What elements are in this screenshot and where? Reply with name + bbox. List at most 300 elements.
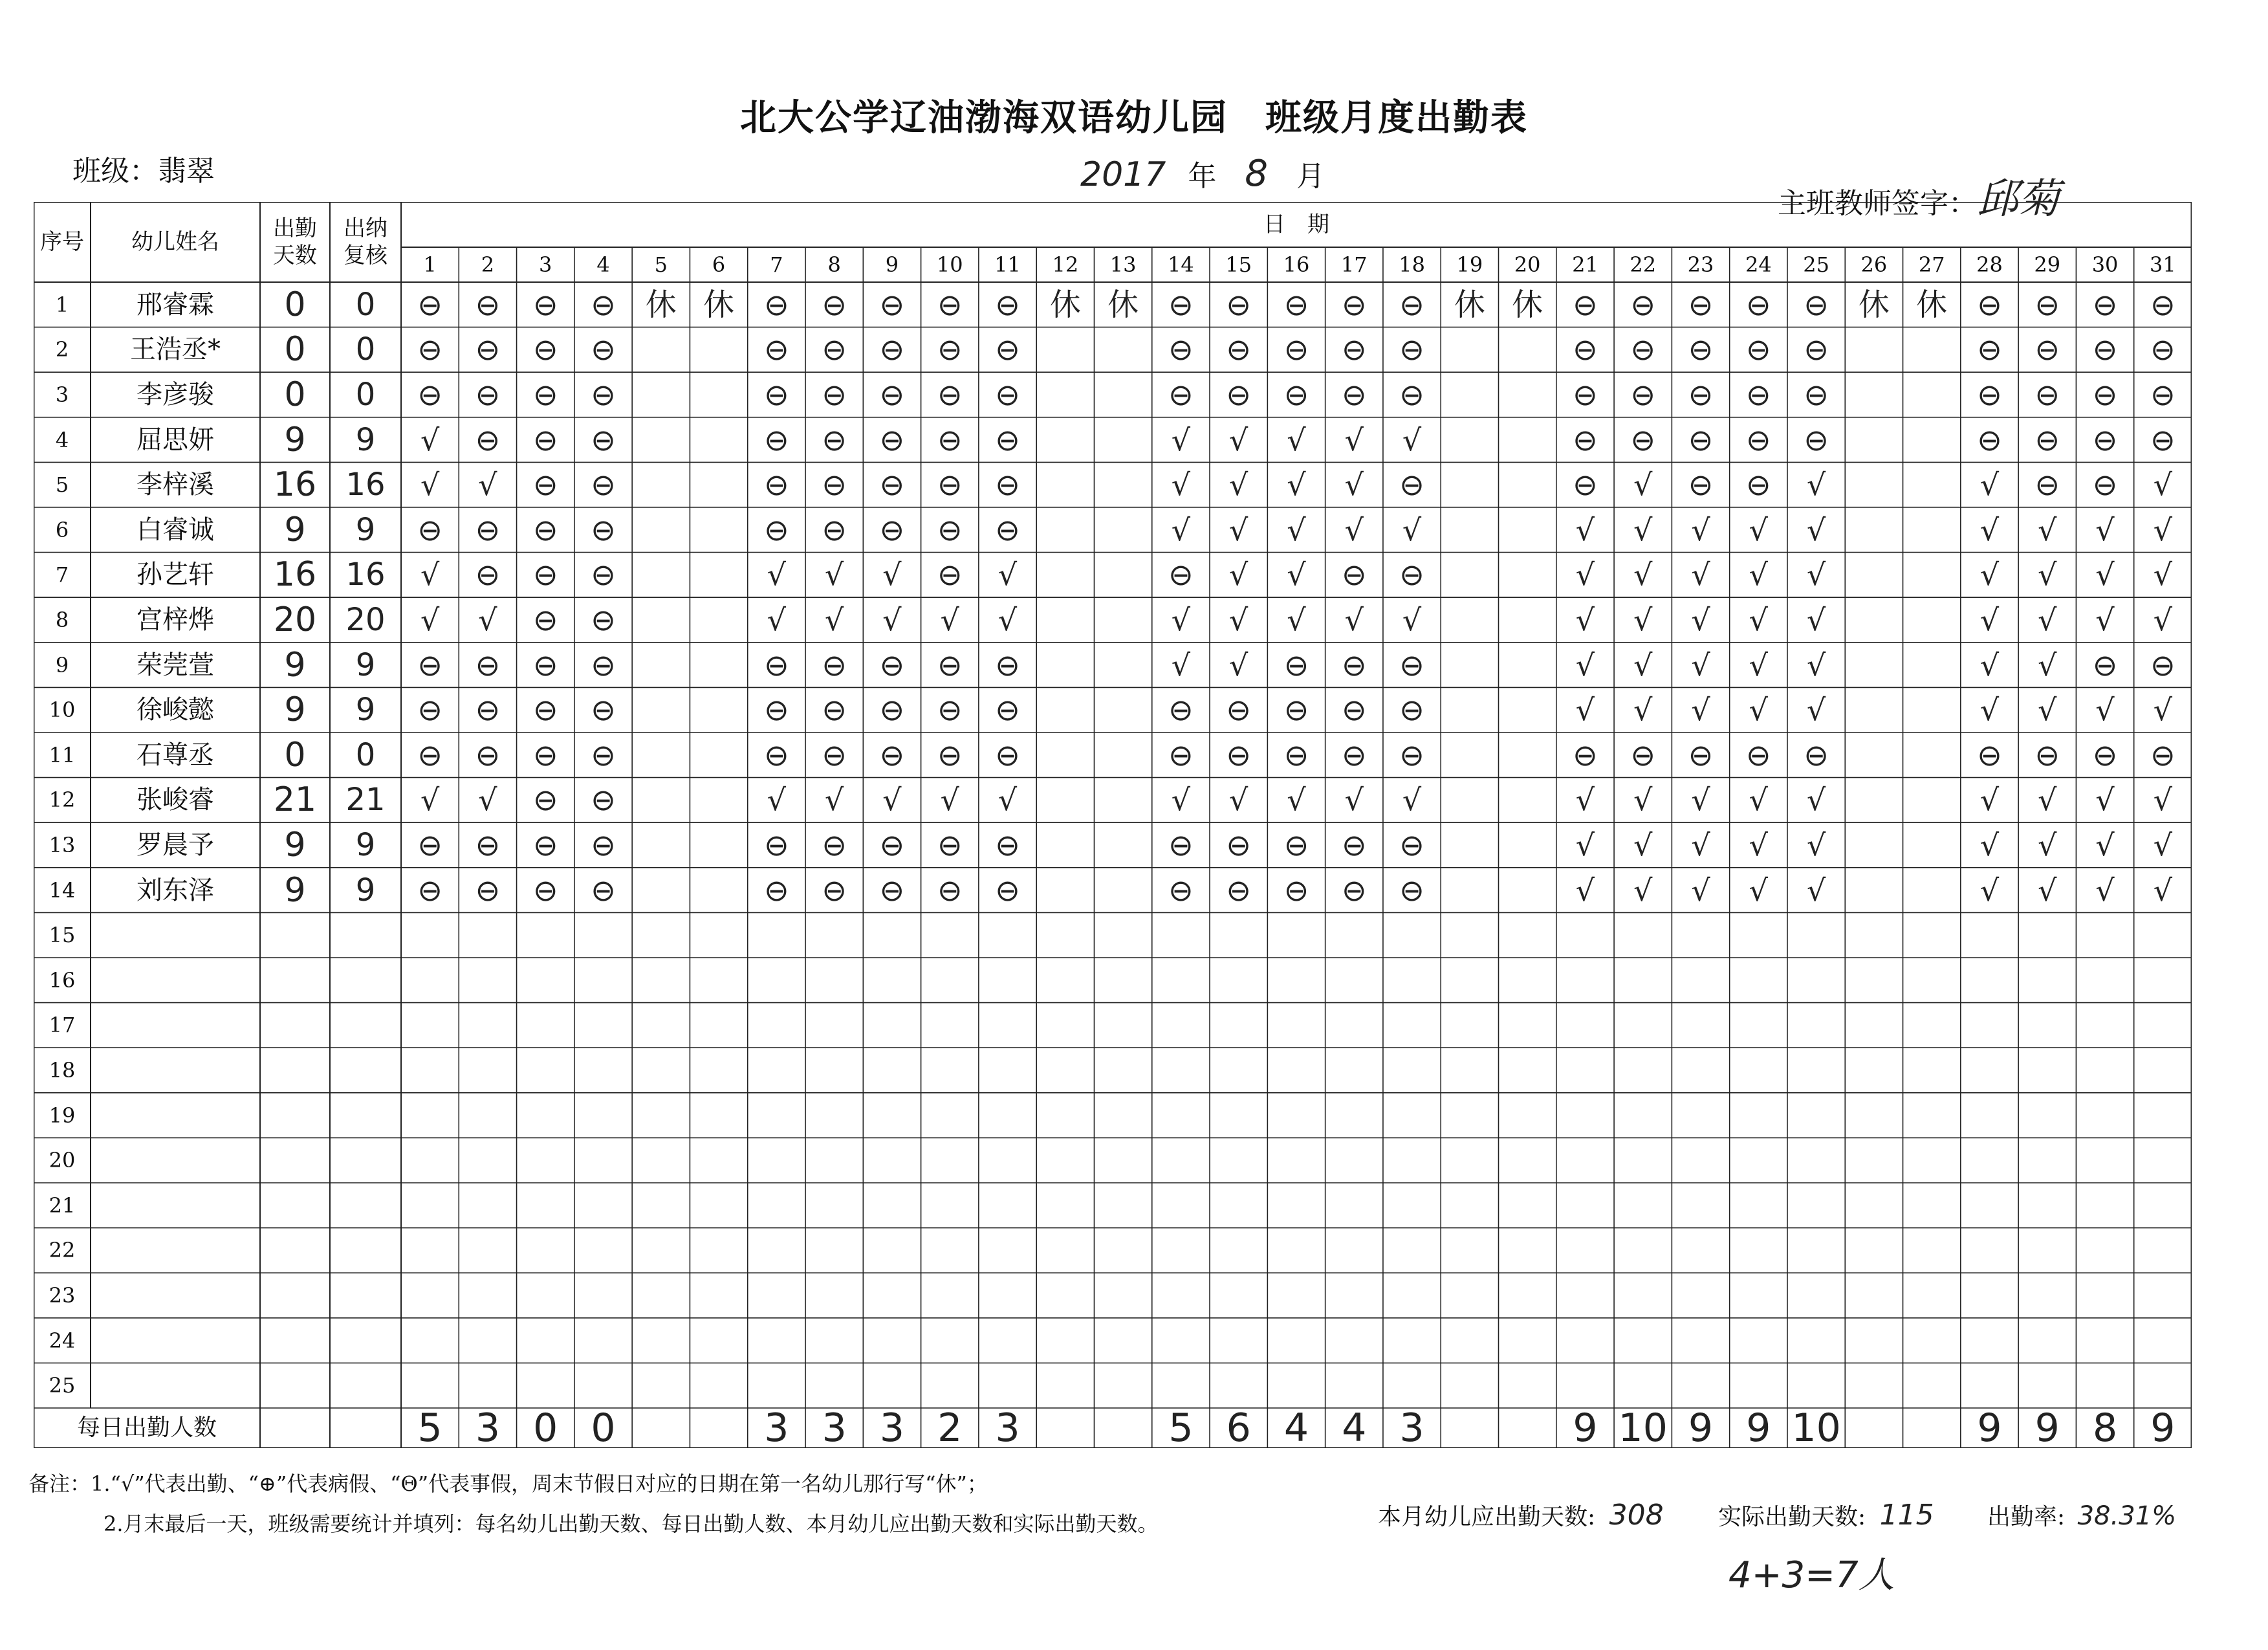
leave-mark: ⊖ xyxy=(2092,737,2118,773)
class-field xyxy=(72,148,215,189)
expected-value: 308 xyxy=(1609,1499,1664,1532)
review-days-value: 21 xyxy=(345,782,386,819)
present-check-mark: √ xyxy=(825,602,844,637)
leave-mark: ⊖ xyxy=(417,827,442,863)
class-name: 翡翠 xyxy=(158,155,215,188)
leave-mark: ⊖ xyxy=(1630,737,1655,773)
present-check-mark: √ xyxy=(1287,557,1306,593)
present-check-mark: √ xyxy=(882,782,902,818)
present-check-mark: √ xyxy=(420,467,440,503)
leave-mark: ⊖ xyxy=(764,692,789,728)
present-check-mark: √ xyxy=(998,782,1018,818)
present-check-mark: √ xyxy=(420,602,440,637)
leave-mark: ⊖ xyxy=(2034,422,2060,457)
leave-mark: ⊖ xyxy=(1399,287,1424,322)
leave-mark: ⊖ xyxy=(937,467,963,503)
leave-mark: ⊖ xyxy=(879,467,905,503)
leave-mark: ⊖ xyxy=(1977,737,2002,773)
row-number: 19 xyxy=(49,1103,76,1128)
present-check-mark: √ xyxy=(2153,602,2172,637)
leave-mark: ⊖ xyxy=(1283,872,1309,908)
leave-mark: ⊖ xyxy=(764,332,789,368)
review-days-value xyxy=(330,958,401,1003)
present-check-mark: √ xyxy=(1344,467,1364,503)
header-day-6: 6 xyxy=(712,252,726,277)
leave-mark: ⊖ xyxy=(2150,422,2175,457)
present-check-mark: √ xyxy=(825,782,844,818)
present-check-mark: √ xyxy=(767,782,787,818)
leave-mark: ⊖ xyxy=(1688,377,1714,412)
leave-mark: ⊖ xyxy=(1399,827,1424,863)
actual-label: 实际出勤天数: xyxy=(1718,1504,1866,1530)
leave-mark: ⊖ xyxy=(937,737,963,773)
leave-mark: ⊖ xyxy=(532,287,558,322)
leave-mark: ⊖ xyxy=(995,422,1020,457)
rest-day-mark: 休 xyxy=(703,286,735,323)
daily-count-value: 3 xyxy=(879,1405,905,1451)
present-check-mark: √ xyxy=(998,557,1018,593)
present-check-mark: √ xyxy=(1229,602,1248,637)
leave-mark: ⊖ xyxy=(417,332,442,368)
row-number: 16 xyxy=(49,967,76,993)
leave-mark: ⊖ xyxy=(475,512,501,547)
attend-days-value: 9 xyxy=(284,645,306,685)
child-name xyxy=(91,1318,260,1363)
present-check-mark: √ xyxy=(2095,602,2115,637)
present-check-mark: √ xyxy=(1229,467,1248,503)
leave-mark: ⊖ xyxy=(532,377,558,412)
child-name xyxy=(91,1273,260,1318)
leave-mark: ⊖ xyxy=(591,557,616,593)
child-name: 刘东泽 xyxy=(136,875,214,905)
present-check-mark: √ xyxy=(1749,602,1768,637)
leave-mark: ⊖ xyxy=(995,692,1020,728)
present-check-mark: √ xyxy=(2038,512,2057,547)
leave-mark: ⊖ xyxy=(1226,872,1251,908)
header-day-29: 29 xyxy=(2034,252,2061,277)
row-number: 10 xyxy=(49,698,76,723)
rate-label: 出勤率: xyxy=(1987,1504,2066,1530)
attend-days-value xyxy=(260,1228,330,1273)
daily-count-value: 9 xyxy=(1573,1405,1598,1451)
leave-mark: ⊖ xyxy=(1630,332,1655,368)
review-days-value xyxy=(330,1003,401,1048)
present-check-mark: √ xyxy=(1344,602,1364,637)
present-check-mark: √ xyxy=(1979,692,2000,728)
present-check-mark: √ xyxy=(478,467,497,503)
present-check-mark: √ xyxy=(1691,512,1710,547)
leave-mark: ⊖ xyxy=(475,422,501,457)
attend-days-value xyxy=(260,1138,330,1183)
present-check-mark: √ xyxy=(2095,782,2115,818)
row-number: 24 xyxy=(49,1328,76,1353)
leave-mark: ⊖ xyxy=(1399,332,1424,368)
leave-mark: ⊖ xyxy=(591,467,616,503)
leave-mark: ⊖ xyxy=(822,737,847,773)
leave-mark: ⊖ xyxy=(2092,647,2118,683)
header-day-19: 19 xyxy=(1456,252,1483,277)
present-check-mark: √ xyxy=(1171,647,1191,683)
present-check-mark: √ xyxy=(1633,602,1653,637)
review-days-value: 20 xyxy=(345,601,386,638)
leave-mark: ⊖ xyxy=(591,782,616,818)
month-unit: 月 xyxy=(1296,160,1325,193)
leave-mark: ⊖ xyxy=(1226,287,1251,322)
leave-mark: ⊖ xyxy=(2150,377,2175,412)
leave-mark: ⊖ xyxy=(1168,332,1194,368)
present-check-mark: √ xyxy=(1633,647,1653,683)
leave-mark: ⊖ xyxy=(1688,287,1714,322)
present-check-mark: √ xyxy=(1691,827,1710,863)
row-number: 7 xyxy=(55,562,69,588)
review-days-value: 9 xyxy=(355,646,376,683)
leave-mark: ⊖ xyxy=(591,422,616,457)
daily-count-value: 9 xyxy=(2034,1405,2060,1451)
daily-count-value: 9 xyxy=(1746,1405,1771,1451)
row-number: 6 xyxy=(55,517,69,542)
row-number: 25 xyxy=(49,1373,76,1398)
present-check-mark: √ xyxy=(1575,602,1595,637)
daily-count-value: 10 xyxy=(1618,1405,1668,1451)
leave-mark: ⊖ xyxy=(1746,467,1771,503)
present-check-mark: √ xyxy=(1749,827,1768,863)
leave-mark: ⊖ xyxy=(1688,737,1714,773)
leave-mark: ⊖ xyxy=(1342,377,1367,412)
leave-mark: ⊖ xyxy=(1804,332,1829,368)
leave-mark: ⊖ xyxy=(475,332,501,368)
header-day-10: 10 xyxy=(936,252,963,277)
leave-mark: ⊖ xyxy=(879,647,905,683)
leave-mark: ⊖ xyxy=(475,557,501,593)
leave-mark: ⊖ xyxy=(532,602,558,637)
leave-mark: ⊖ xyxy=(995,737,1020,773)
present-check-mark: √ xyxy=(1979,512,2000,547)
attend-days-value: 9 xyxy=(284,825,306,864)
present-check-mark: √ xyxy=(1575,692,1595,728)
daily-count-value: 9 xyxy=(1977,1405,2002,1451)
present-check-mark: √ xyxy=(1691,782,1710,818)
leave-mark: ⊖ xyxy=(591,512,616,547)
present-check-mark: √ xyxy=(478,602,497,637)
attend-days-value: 16 xyxy=(273,555,317,595)
daily-count-value: 6 xyxy=(1226,1405,1251,1451)
daily-count-value: 9 xyxy=(2150,1405,2175,1451)
review-days-value xyxy=(330,1138,401,1183)
present-check-mark: √ xyxy=(1633,692,1653,728)
summary-actual xyxy=(1718,1499,1934,1532)
leave-mark: ⊖ xyxy=(475,647,501,683)
present-check-mark: √ xyxy=(1691,557,1710,593)
leave-mark: ⊖ xyxy=(1746,332,1771,368)
leave-mark: ⊖ xyxy=(417,692,442,728)
leave-mark: ⊖ xyxy=(532,737,558,773)
present-check-mark: √ xyxy=(1749,872,1768,908)
present-check-mark: √ xyxy=(1749,512,1768,547)
child-name: 宫梓烨 xyxy=(136,604,214,635)
review-days-value: 16 xyxy=(345,556,386,593)
leave-mark: ⊖ xyxy=(475,692,501,728)
header-review: 出纳 复核 xyxy=(343,215,387,269)
present-check-mark: √ xyxy=(2153,512,2172,547)
header-day-1: 1 xyxy=(423,252,437,277)
leave-mark: ⊖ xyxy=(822,332,847,368)
header-day-11: 11 xyxy=(994,252,1021,277)
leave-mark: ⊖ xyxy=(822,422,847,457)
header-day-12: 12 xyxy=(1052,252,1079,277)
present-check-mark: √ xyxy=(2038,692,2057,728)
attend-days-value: 0 xyxy=(284,375,306,414)
row-number: 2 xyxy=(55,337,69,362)
leave-mark: ⊖ xyxy=(2034,467,2060,503)
leave-mark: ⊖ xyxy=(591,287,616,322)
review-days-value: 9 xyxy=(355,511,376,548)
leave-mark: ⊖ xyxy=(1342,737,1367,773)
present-check-mark: √ xyxy=(1575,827,1595,863)
leave-mark: ⊖ xyxy=(1746,377,1771,412)
leave-mark: ⊖ xyxy=(1804,377,1829,412)
leave-mark: ⊖ xyxy=(2092,422,2118,457)
leave-mark: ⊖ xyxy=(532,647,558,683)
year-unit: 年 xyxy=(1188,160,1217,193)
leave-mark: ⊖ xyxy=(1342,692,1367,728)
child-name: 张峻睿 xyxy=(136,785,214,815)
present-check-mark: √ xyxy=(882,557,902,593)
header-day-7: 7 xyxy=(770,252,783,277)
leave-mark: ⊖ xyxy=(764,422,789,457)
leave-mark: ⊖ xyxy=(1342,827,1367,863)
present-check-mark: √ xyxy=(1402,782,1422,818)
child-name xyxy=(91,1363,260,1408)
present-check-mark: √ xyxy=(2038,782,2057,818)
present-check-mark: √ xyxy=(1691,692,1710,728)
present-check-mark: √ xyxy=(1979,872,2000,908)
leave-mark: ⊖ xyxy=(1283,827,1309,863)
attend-days-value: 0 xyxy=(284,330,306,369)
leave-mark: ⊖ xyxy=(995,872,1020,908)
leave-mark: ⊖ xyxy=(532,332,558,368)
leave-mark: ⊖ xyxy=(2034,287,2060,322)
daily-count-value: 5 xyxy=(417,1405,442,1451)
daily-count-value: 0 xyxy=(591,1405,616,1451)
present-check-mark: √ xyxy=(1979,647,2000,683)
leave-mark: ⊖ xyxy=(591,647,616,683)
attend-days-value xyxy=(260,1273,330,1318)
leave-mark: ⊖ xyxy=(1342,557,1367,593)
leave-mark: ⊖ xyxy=(2150,647,2175,683)
daily-count-value: 4 xyxy=(1342,1405,1367,1451)
leave-mark: ⊖ xyxy=(591,692,616,728)
present-check-mark: √ xyxy=(1633,512,1653,547)
present-check-mark: √ xyxy=(1806,512,1826,547)
leave-mark: ⊖ xyxy=(1168,692,1194,728)
present-check-mark: √ xyxy=(1575,647,1595,683)
leave-mark: ⊖ xyxy=(764,512,789,547)
review-days-value: 9 xyxy=(355,692,376,729)
header-day-5: 5 xyxy=(654,252,668,277)
present-check-mark: √ xyxy=(1171,782,1191,818)
present-check-mark: √ xyxy=(1749,692,1768,728)
leave-mark: ⊖ xyxy=(1399,647,1424,683)
present-check-mark: √ xyxy=(420,782,440,818)
child-name xyxy=(91,958,260,1003)
leave-mark: ⊖ xyxy=(1804,737,1829,773)
present-check-mark: √ xyxy=(1171,512,1191,547)
rate-value: 38.31% xyxy=(2077,1501,2177,1531)
header-attend-days: 出勤 天数 xyxy=(273,215,317,269)
leave-mark: ⊖ xyxy=(879,512,905,547)
attend-days-value: 9 xyxy=(284,870,306,910)
leave-mark: ⊖ xyxy=(1399,872,1424,908)
leave-mark: ⊖ xyxy=(1688,422,1714,457)
leave-mark: ⊖ xyxy=(2150,332,2175,368)
row-number: 13 xyxy=(49,832,76,857)
daily-count-value: 5 xyxy=(1168,1405,1194,1451)
leave-mark: ⊖ xyxy=(1168,377,1194,412)
header-day-17: 17 xyxy=(1340,252,1368,277)
present-check-mark: √ xyxy=(1287,782,1306,818)
leave-mark: ⊖ xyxy=(591,827,616,863)
attend-days-value xyxy=(260,1363,330,1408)
class-label: 班级： xyxy=(72,155,158,188)
child-name xyxy=(91,1138,260,1183)
leave-mark: ⊖ xyxy=(1573,467,1598,503)
present-check-mark: √ xyxy=(1575,557,1595,593)
leave-mark: ⊖ xyxy=(591,602,616,637)
present-check-mark: √ xyxy=(1344,422,1364,457)
attend-days-value: 0 xyxy=(284,735,306,775)
leave-mark: ⊖ xyxy=(417,737,442,773)
attend-days-value: 9 xyxy=(284,420,306,459)
present-check-mark: √ xyxy=(940,602,959,637)
row-number: 20 xyxy=(49,1148,76,1173)
leave-mark: ⊖ xyxy=(1342,287,1367,322)
leave-mark: ⊖ xyxy=(1977,332,2002,368)
present-check-mark: √ xyxy=(1229,512,1248,547)
summary-expected xyxy=(1378,1499,1664,1532)
leave-mark: ⊖ xyxy=(1573,737,1598,773)
year-month xyxy=(1080,153,1325,195)
header-day-26: 26 xyxy=(1860,252,1888,277)
leave-mark: ⊖ xyxy=(1977,287,2002,322)
leave-mark: ⊖ xyxy=(1630,422,1655,457)
leave-mark: ⊖ xyxy=(1399,692,1424,728)
present-check-mark: √ xyxy=(1287,602,1306,637)
leave-mark: ⊖ xyxy=(2092,467,2118,503)
daily-count-label: 每日出勤人数 xyxy=(76,1414,217,1441)
leave-mark: ⊖ xyxy=(879,872,905,908)
present-check-mark: √ xyxy=(1287,467,1306,503)
present-check-mark: √ xyxy=(2038,827,2057,863)
daily-count-value: 3 xyxy=(475,1405,501,1451)
review-days-value: 16 xyxy=(345,467,386,503)
leave-mark: ⊖ xyxy=(417,512,442,547)
review-days-value xyxy=(330,1363,401,1408)
leave-mark: ⊖ xyxy=(1573,377,1598,412)
review-days-value: 0 xyxy=(355,736,376,773)
leave-mark: ⊖ xyxy=(1399,467,1424,503)
summary-rate xyxy=(1987,1499,2176,1532)
leave-mark: ⊖ xyxy=(2092,287,2118,322)
header-day-21: 21 xyxy=(1572,252,1598,277)
note-line-2: 2.月末最后一天，班级需要统计并填列：每名幼儿出勤天数、每日出勤人数、本月幼儿应出勤天数和实际出勤天数。 xyxy=(104,1512,1159,1536)
present-check-mark: √ xyxy=(2038,872,2057,908)
row-number: 15 xyxy=(49,923,76,948)
leave-mark: ⊖ xyxy=(764,827,789,863)
rest-day-mark: 休 xyxy=(1858,286,1890,323)
leave-mark: ⊖ xyxy=(1226,377,1251,412)
child-name: 李彦骏 xyxy=(136,379,214,410)
leave-mark: ⊖ xyxy=(822,692,847,728)
leave-mark: ⊖ xyxy=(1399,377,1424,412)
leave-mark: ⊖ xyxy=(1226,692,1251,728)
present-check-mark: √ xyxy=(2153,557,2172,593)
rest-day-mark: 休 xyxy=(1107,286,1139,323)
leave-mark: ⊖ xyxy=(475,377,501,412)
present-check-mark: √ xyxy=(998,602,1018,637)
present-check-mark: √ xyxy=(1575,512,1595,547)
present-check-mark: √ xyxy=(1402,422,1422,457)
present-check-mark: √ xyxy=(1229,782,1248,818)
leave-mark: ⊖ xyxy=(1226,332,1251,368)
leave-mark: ⊖ xyxy=(1804,422,1829,457)
review-days-value xyxy=(330,912,401,958)
present-check-mark: √ xyxy=(1749,557,1768,593)
leave-mark: ⊖ xyxy=(417,287,442,322)
leave-mark: ⊖ xyxy=(937,872,963,908)
leave-mark: ⊖ xyxy=(1283,647,1309,683)
leave-mark: ⊖ xyxy=(822,467,847,503)
leave-mark: ⊖ xyxy=(417,377,442,412)
leave-mark: ⊖ xyxy=(2150,737,2175,773)
present-check-mark: √ xyxy=(1633,557,1653,593)
actual-value: 115 xyxy=(1879,1499,1934,1532)
leave-mark: ⊖ xyxy=(1283,377,1309,412)
leave-mark: ⊖ xyxy=(995,287,1020,322)
present-check-mark: √ xyxy=(1806,872,1826,908)
header-day-8: 8 xyxy=(827,252,841,277)
child-name xyxy=(91,1183,260,1228)
leave-mark: ⊖ xyxy=(822,827,847,863)
leave-mark: ⊖ xyxy=(1688,332,1714,368)
child-name: 石尊丞 xyxy=(136,740,214,770)
row-number: 23 xyxy=(49,1282,76,1308)
note-line-1: 备注：1.“√”代表出勤、“⊕”代表病假、“Θ”代表事假，周末节假日对应的日期在第一名幼儿那行写“休”； xyxy=(28,1471,988,1496)
leave-mark: ⊖ xyxy=(937,827,963,863)
leave-mark: ⊖ xyxy=(995,827,1020,863)
rest-day-mark: 休 xyxy=(1916,286,1948,323)
leave-mark: ⊖ xyxy=(879,287,905,322)
leave-mark: ⊖ xyxy=(532,872,558,908)
leave-mark: ⊖ xyxy=(822,512,847,547)
header-date: 日 期 xyxy=(1263,211,1329,237)
present-check-mark: √ xyxy=(1171,422,1191,457)
present-check-mark: √ xyxy=(420,422,440,457)
leave-mark: ⊖ xyxy=(764,647,789,683)
leave-mark: ⊖ xyxy=(475,737,501,773)
leave-mark: ⊖ xyxy=(1746,287,1771,322)
rest-day-mark: 休 xyxy=(1512,286,1543,323)
leave-mark: ⊖ xyxy=(1168,872,1194,908)
header-day-24: 24 xyxy=(1745,252,1772,277)
present-check-mark: √ xyxy=(1633,467,1653,503)
child-name xyxy=(91,912,260,958)
leave-mark: ⊖ xyxy=(995,512,1020,547)
leave-mark: ⊖ xyxy=(591,377,616,412)
present-check-mark: √ xyxy=(1806,827,1826,863)
present-check-mark: √ xyxy=(2038,557,2057,593)
header-day-28: 28 xyxy=(1976,252,2003,277)
leave-mark: ⊖ xyxy=(879,827,905,863)
